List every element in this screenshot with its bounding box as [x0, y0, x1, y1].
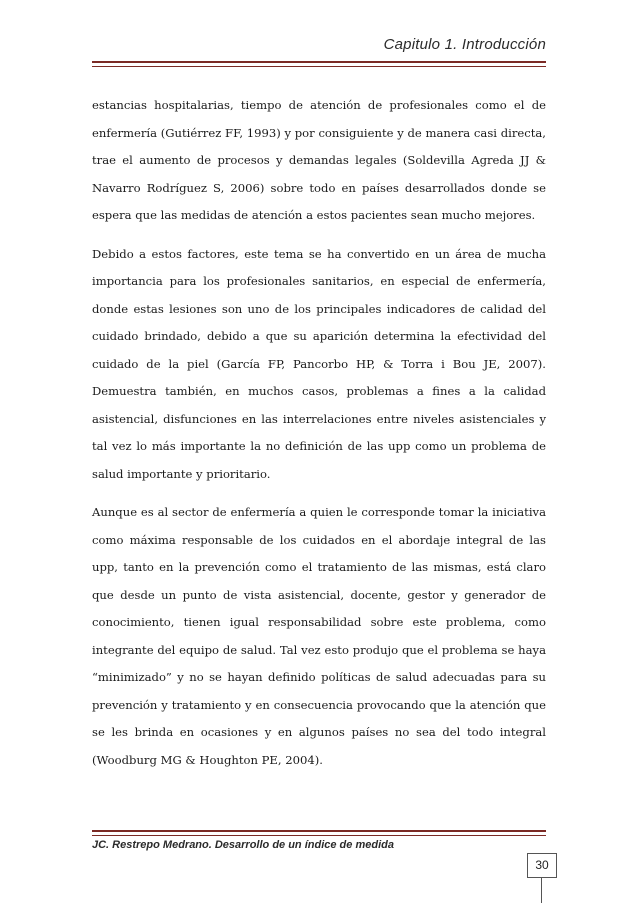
- header-rule-thin: [92, 66, 546, 67]
- page-number-tick: [541, 878, 542, 903]
- page-number-box: [527, 853, 557, 878]
- footer-rule-thick: [92, 830, 546, 832]
- header-rule-thick: [92, 61, 546, 63]
- running-header: Capitulo 1. Introducción: [383, 36, 546, 53]
- page-number: 30: [535, 858, 549, 872]
- footer-rule-thin: [92, 835, 546, 836]
- footer-author-title: JC. Restrepo Medrano. Desarrollo de un índice de medida: [92, 839, 394, 851]
- paragraph-1: estancias hospitalarias, tiempo de atención de profesionales como el de enfermería (Gutiérrez FF, 1993) y por consiguiente y de manera casi directa, trae el aumento de procesos y demandas legales (Soldevilla Agreda JJ & Navarro Rodríguez S, 2006) sobre todo en países desarrollados donde se espera que las medidas de atención a estos pacientes sean mucho mejores.: [92, 98, 546, 222]
- paragraph-3: Aunque es al sector de enfermería a quien le corresponde tomar la iniciativa como máxima responsable de los cuidados en el abordaje integral de las upp, tanto en la prevención como el tratamiento de las mismas, está claro que desde un punto de vista asistencial, docente, gestor y generador de conocimiento, tienen igual responsabilidad sobre este problema, como integrante del equipo de salud. Tal vez esto produjo que el problema se haya “minimizado” y no se hayan definido políticas de salud adecuadas para su prevención y tratamiento y en consecuencia provocando que la atención que se les brinda en ocasiones y en algunos países no sea del todo integral (Woodburg MG & Houghton PE, 2004).: [92, 505, 546, 767]
- body-text: [92, 92, 546, 785]
- paragraph-2: Debido a estos factores, este tema se ha convertido en un área de mucha importancia para los profesionales sanitarios, en especial de enfermería, donde estas lesiones son uno de los principales indicadores de calidad del cuidado brindado, debido a que su aparición determina la efectividad del cuidado de la piel (García FP, Pancorbo HP, & Torra i Bou JE, 2007). Demuestra también, en muchos casos, problemas a fines a la calidad asistencial, disfunciones en las interrelaciones entre niveles asistenciales y tal vez lo más importante la no definición de las upp como un problema de salud importante y prioritario.: [92, 246, 546, 481]
